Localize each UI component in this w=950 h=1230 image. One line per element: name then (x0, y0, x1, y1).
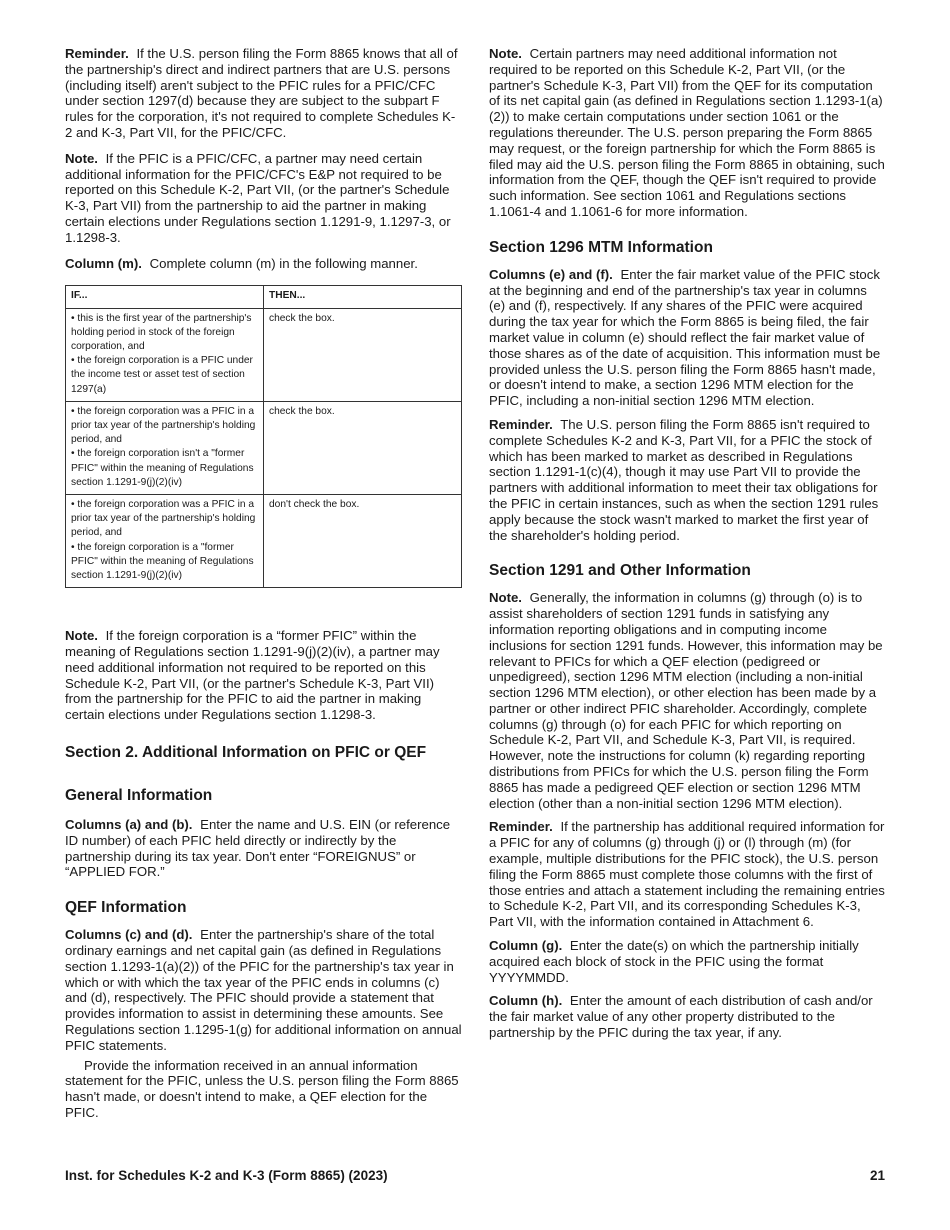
reminder-paragraph (65, 46, 462, 141)
footer-title: Inst. for Schedules K-2 and K-3 (Form 8865) (2023) (65, 1168, 388, 1183)
note-text: If the foreign corporation is a “former PFIC” within the meaning of Regulations section 1.1291-9(j)(2)(iv), a partner may need additional information not required to be reported on this Schedule K-2, Part VII, (or the partner's Schedule K-3, Part VII) from the partnership for the PFIC to aid the partner in making certain elections under Regulations section 1.1298-3. (65, 628, 440, 723)
provide-info-paragraph: Provide the information received in an annual information statement for the PFIC, unless the U.S. person filing the Form 8865 hasn't made, or doesn't intend to make, a QEF election for the PFIC. (65, 1057, 459, 1120)
columns-cd-lead: Columns (c) and (d). (65, 927, 193, 943)
table-header-if: IF... (66, 286, 264, 308)
column-h-text: Enter the amount of each distribution of cash and/or the fair market value of any other property distributed to the partnership by the PFIC during the tax year, if any. (489, 993, 873, 1041)
table-header-row (66, 286, 462, 308)
table-cell-if (66, 308, 264, 401)
table-if-line: • the foreign corporation was a PFIC in a prior tax year of the partnership's holding period, and (71, 499, 256, 539)
table-row (66, 308, 462, 401)
note-paragraph (65, 628, 462, 723)
if-then-table (65, 285, 462, 588)
column-g-paragraph (489, 938, 885, 985)
columns-ef-text: Enter the fair market value of the PFIC stock at the beginning and end of the partnership's tax year in columns (e) and (f), respectively. If any shares of the PFIC were acquired during the tax year for which the Form 8865 is being filed, the fair market value in column (e) should reflect the fair market value of those shares as of the date of acquisition. This information must be provided unless the U.S. person filing the Form 8865 hasn't made, or doesn't intend to make, a section 1296 MTM election for the PFIC, including a non-initial section 1296 MTM election. (489, 266, 881, 409)
subsection-heading: Section 1296 MTM Information (489, 238, 713, 256)
column-m-paragraph (65, 256, 462, 272)
reminder-paragraph (489, 417, 885, 543)
right-column (489, 46, 885, 1051)
reminder-lead: Reminder. (489, 416, 553, 432)
table-cell-if (66, 495, 264, 588)
note-paragraph (489, 46, 885, 220)
note-lead: Note. (489, 46, 522, 61)
reminder-text: If the U.S. person filing the Form 8865 knows that all of the partnership's direct and indirect partners that are U.S. persons (including itself) aren't subject to the PFIC rules for a PFIC/CFC under section 1297(d) because they are subject to the subpart F rules for the corporation, it's not required to complete Schedules K-2 and K-3, Part VII, for the PFIC/CFC. (65, 46, 458, 140)
columns-ef-lead: Columns (e) and (f). (489, 266, 613, 282)
column-h-lead: Column (h). (489, 993, 563, 1009)
page-footer (65, 1168, 885, 1184)
subsection-heading: General Information (65, 787, 213, 804)
table-if-line: • the foreign corporation is a "former PFIC" within the meaning of Regulations section 1.1291-9(j)(2)(iv) (71, 541, 254, 582)
table-cell-if (66, 401, 264, 494)
note-paragraph (489, 590, 885, 811)
columns-ab-paragraph (65, 817, 462, 880)
table-header-then: THEN... (264, 286, 462, 308)
columns-ef-paragraph (489, 267, 885, 409)
note-text: Generally, the information in columns (g) through (o) is to assist shareholders of section 1291 funds in satisfying any information reporting obligations and in computing income inclusions for section 1291 funds. However, this information may be relevant to PFICs for which a QEF election (pedigreed or unpedigreed), section 1296 MTM election (including a non-initial section 1296 MTM election), or other election has been made by a partner or other indirect PFIC shareholder. Accordingly, complete columns (g) through (o) for each PFIC for which reporting on Schedule K-2, Part VII, and Schedule K-3, Part VII, is required. However, note the instructions for column (k) regarding reporting distributions from PFICs for which the U.S. person filing the Form 8865 has made a pedigreed QEF election or section 1296 MTM election (other than a non-initial section 1296 MTM election). (489, 590, 883, 811)
section-heading: Section 2. Additional Information on PFIC or QEF (65, 744, 427, 761)
table-row (66, 495, 462, 588)
subsection-heading: Section 1291 and Other Information (489, 562, 751, 580)
note-text: Certain partners may need additional information not required to be reported on this Schedule K-2, Part VII, (or the partner's Schedule K-3, Part VII) from the QEF for its computation of its net capital gain (as defined in Regulations section 1.1293-1(a)(2)) to make certain computations under section 1061 or the regulations thereunder. The U.S. person preparing the Form 8865 may request, or the foreign partnership for which the Form 8865 is filed may aid the U.S. person filing the Form 8865 in obtaining, such information from the QEF, though the QEF isn't required to provide such information. See section 1061 and Regulations sections 1.1061-4 and 1.1061-6 for more information. (489, 46, 885, 219)
subsection-heading: QEF Information (65, 899, 187, 917)
table-if-line: • the foreign corporation was a PFIC in a prior tax year of the partnership's holding period, and (71, 405, 256, 446)
table-cell-then: don't check the box. (264, 495, 462, 588)
reminder-paragraph (489, 819, 885, 930)
table-cell-then: check the box. (264, 401, 462, 494)
columns-cd-text: Enter the partnership's share of the total ordinary earnings and net capital gain (as defined in Regulations section 1.1293-1(a)(2)) of the PFIC for the partnership's tax year in which or with which the tax year of the PFIC ends in columns (c) and (d), respectively. The PFIC should provide a statement that provides information to assist in determining these amounts. See Regulations section 1.1295-1(g) for additional information on annual PFIC statements. (65, 927, 462, 1053)
reminder-lead: Reminder. (65, 46, 129, 61)
reminder-text: The U.S. person filing the Form 8865 isn't required to complete Schedules K-2 and K-3, Part VII, for a PFIC the stock of which has been marked to market as described in Regulations section 1.1291-1(c)(4), though it may use Part VII to provide the partners with additional information to meet their tax obligations for the PFIC in certain instances, such as when the section 1291 rules apply because the stock wasn't marked to market the first year of the shareholder's holding period. (489, 416, 879, 543)
table-cell-then: check the box. (264, 308, 462, 401)
columns-ab-text: Enter the name and U.S. EIN (or reference ID number) of each PFIC held directly or indirectly by the partnership during its tax year. Don't enter “FOREIGNUS” or “APPLIED FOR.” (65, 817, 451, 880)
table-if-line: • this is the first year of the partnership's holding period in stock of the foreign corporation, and (71, 312, 252, 352)
note-lead: Note. (489, 590, 522, 606)
note-paragraph (65, 151, 462, 246)
column-m-text: Complete column (m) in the following manner. (149, 255, 418, 271)
note-lead: Note. (65, 628, 98, 644)
columns-cd-paragraph (65, 927, 462, 1053)
column-h-paragraph (489, 993, 885, 1040)
note-lead: Note. (65, 150, 98, 166)
table-if-line: • the foreign corporation isn't a "former PFIC" within the meaning of Regulations section 1.1291-9(j)(2)(iv) (71, 448, 254, 488)
column-g-lead: Column (g). (489, 938, 563, 954)
table-if-line: • the foreign corporation is a PFIC under the income test or asset test of section 1297(a) (71, 355, 253, 395)
reminder-text: If the partnership has additional required information for a PFIC for any of columns (g) through (j) or (l) through (m) (for example, multiple distributions for the PFIC stock), the U.S. person filing the Form 8865 must complete those columns with the first of those entries and attach a statement including the remaining entries to Schedule K-2, Part VII, and its corresponding Schedules K-3, Part VII, with the information contained in Attachment 6. (489, 819, 885, 930)
columns-ab-lead: Columns (a) and (b). (65, 817, 193, 832)
reminder-lead: Reminder. (489, 819, 553, 835)
page-number: 21 (869, 1168, 885, 1183)
column-g-text: Enter the date(s) on which the partnership initially acquired each block of stock in the PFIC using the format YYYYMMDD. (489, 938, 859, 985)
column-m-lead: Column (m). (65, 255, 142, 271)
left-column (65, 46, 462, 1131)
note-text: If the PFIC is a PFIC/CFC, a partner may need certain additional information for the PFIC/CFC's E&P not required to be reported on this Schedule K-2, Part VII, (or the partner's Schedule K-3, Part VII) from the partnership to aid the partner in making certain elections under Regulations section 1.1291-9, 1.1297-3, or 1.1298-3. (65, 150, 451, 245)
table-row (66, 401, 462, 494)
